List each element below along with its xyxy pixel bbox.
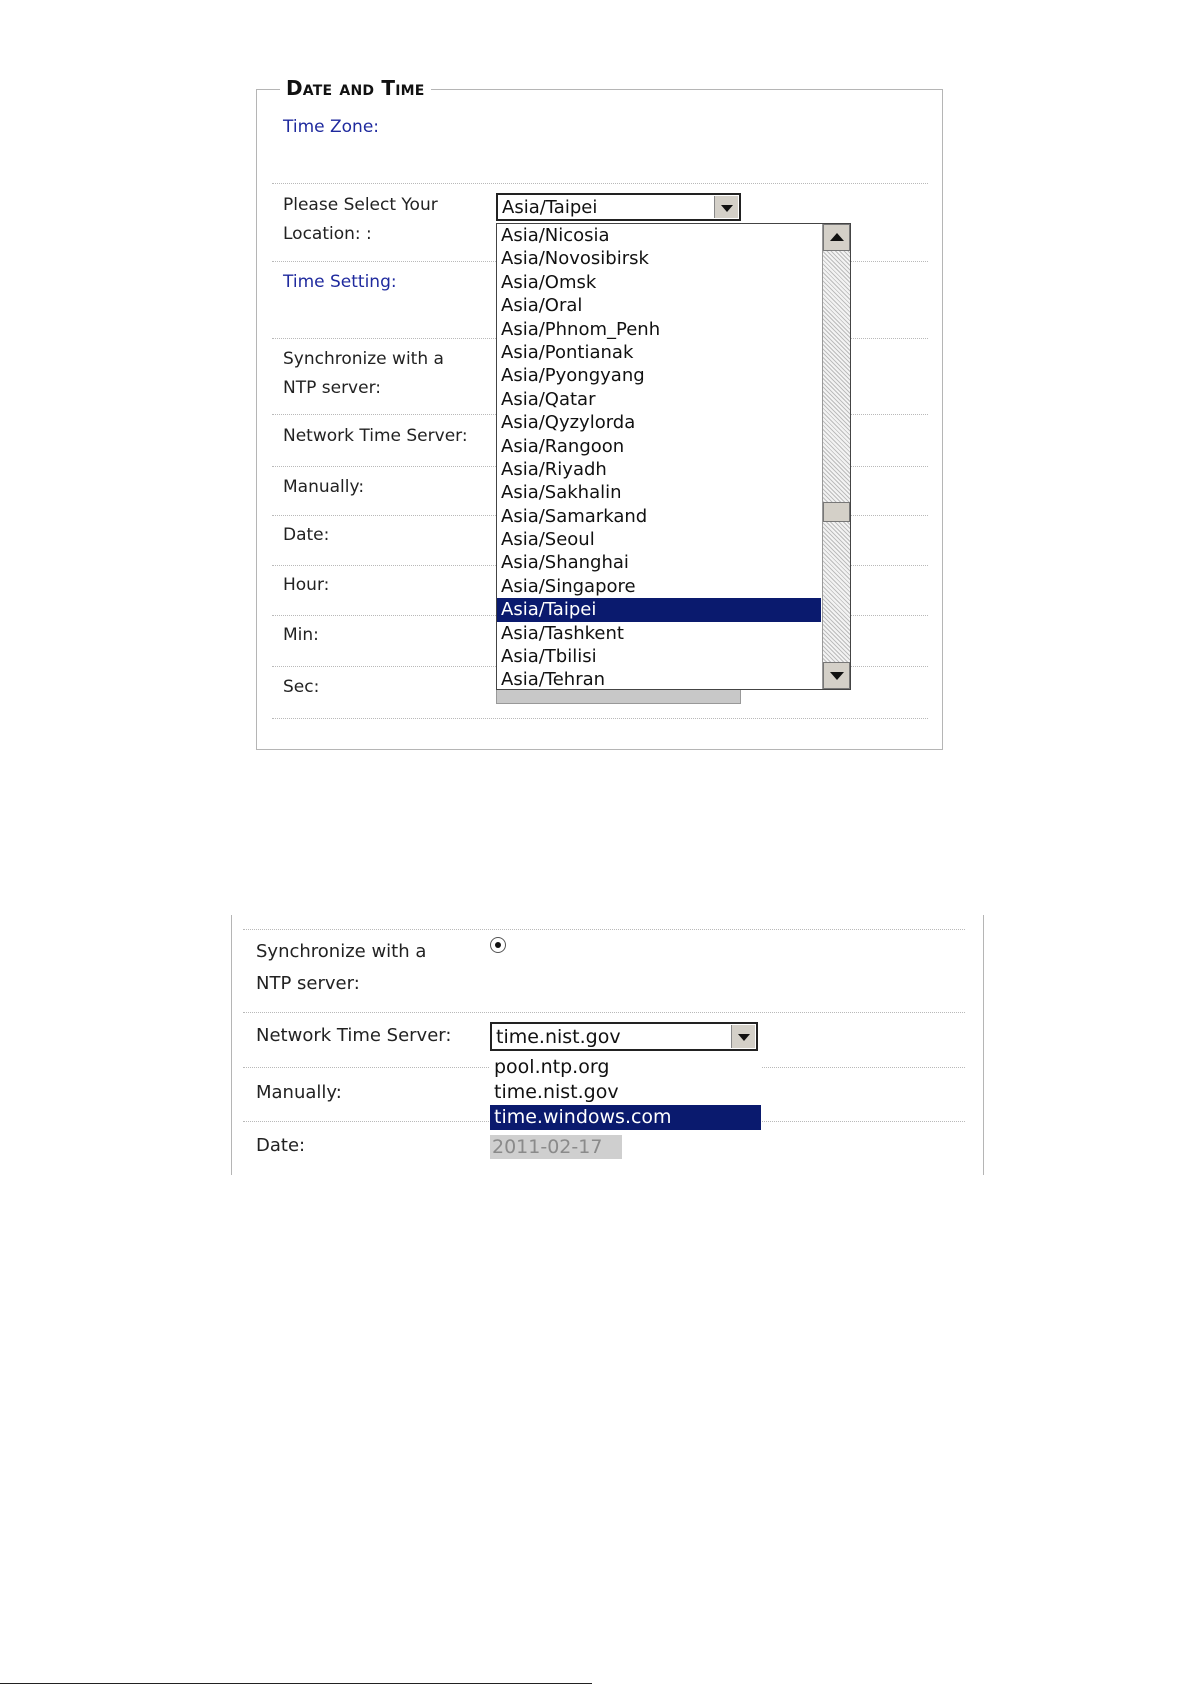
sync-label-line1: Synchronize with a xyxy=(256,941,427,962)
date-label: Date: xyxy=(256,1135,306,1156)
timezone-option[interactable]: Asia/Taipei xyxy=(497,598,821,621)
manually-label: Manually: xyxy=(256,1082,342,1103)
timezone-option[interactable]: Asia/Singapore xyxy=(501,575,636,597)
scrollbar-thumb[interactable] xyxy=(823,502,850,522)
sync-ntp-radio[interactable] xyxy=(490,937,506,953)
timezone-option[interactable]: Asia/Pyongyang xyxy=(501,365,645,387)
network-time-server-label: Network Time Server: xyxy=(256,1025,452,1046)
sync-label-line2: NTP server: xyxy=(283,378,381,398)
sec-label: Sec: xyxy=(283,677,320,697)
date-input[interactable]: 2011-02-17 xyxy=(490,1135,622,1159)
time-zone-section-label: Time Zone: xyxy=(283,117,380,137)
scroll-down-arrow-icon[interactable] xyxy=(823,662,850,689)
network-time-server-label: Network Time Server: xyxy=(283,426,468,446)
timezone-option[interactable]: Asia/Seoul xyxy=(501,529,595,551)
location-label-line1: Please Select Your xyxy=(283,195,438,215)
manually-label: Manually: xyxy=(283,477,365,497)
ntp-server-select[interactable] xyxy=(490,1022,758,1051)
row-divider xyxy=(243,929,965,930)
timezone-option[interactable]: Asia/Tbilisi xyxy=(501,646,597,668)
ntp-server-select-value: time.nist.gov xyxy=(496,1026,621,1048)
timezone-option[interactable]: Asia/Riyadh xyxy=(501,458,607,480)
ntp-server-option[interactable]: time.nist.gov xyxy=(494,1081,619,1103)
timezone-option[interactable]: Asia/Samarkand xyxy=(501,505,648,527)
timezone-select-value: Asia/Taipei xyxy=(502,197,598,218)
timezone-option[interactable]: Asia/Pontianak xyxy=(501,341,634,363)
timezone-option[interactable]: Asia/Shanghai xyxy=(501,552,629,574)
timezone-options xyxy=(497,224,821,690)
min-label: Min: xyxy=(283,625,319,645)
timezone-option[interactable]: Asia/Tashkent xyxy=(501,622,624,644)
timezone-option[interactable]: Asia/Omsk xyxy=(501,271,597,293)
chevron-down-icon[interactable] xyxy=(714,196,738,218)
chevron-down-icon[interactable] xyxy=(731,1025,755,1048)
time-setting-section-label: Time Setting: xyxy=(283,272,397,292)
timezone-select[interactable] xyxy=(496,193,741,221)
ntp-server-dropdown-list[interactable] xyxy=(490,1055,761,1135)
timezone-option[interactable]: Asia/Novosibirsk xyxy=(501,248,649,270)
timezone-dropdown-list[interactable] xyxy=(496,223,851,690)
timezone-option[interactable]: Asia/Sakhalin xyxy=(501,482,622,504)
dropdown-scrollbar[interactable] xyxy=(822,224,850,689)
timezone-option[interactable]: Asia/Qatar xyxy=(501,388,596,410)
panel-border-right xyxy=(983,915,984,1175)
hour-label: Hour: xyxy=(283,575,330,595)
row-divider xyxy=(272,718,928,719)
timezone-option[interactable]: Asia/Qyzylorda xyxy=(501,412,636,434)
sync-label-line2: NTP server: xyxy=(256,973,360,994)
timezone-option[interactable]: Asia/Oral xyxy=(501,295,583,317)
scroll-up-arrow-icon[interactable] xyxy=(823,224,850,251)
timezone-option[interactable]: Asia/Tehran xyxy=(501,669,606,690)
timezone-option[interactable]: Asia/Nicosia xyxy=(501,225,610,246)
ntp-server-option[interactable]: pool.ntp.org xyxy=(494,1056,610,1078)
row-divider xyxy=(243,1012,965,1013)
sync-label-line1: Synchronize with a xyxy=(283,349,444,369)
row-divider xyxy=(272,183,928,184)
location-label-line2: Location: : xyxy=(283,224,372,244)
ntp-server-option[interactable]: time.windows.com xyxy=(490,1105,761,1130)
panel-border-left xyxy=(231,915,232,1175)
panel-legend: Date and Time xyxy=(280,76,431,100)
timezone-option[interactable]: Asia/Phnom_Penh xyxy=(501,318,661,340)
timezone-option[interactable]: Asia/Rangoon xyxy=(501,435,625,457)
date-label: Date: xyxy=(283,525,330,545)
footnote-rule xyxy=(0,1683,592,1684)
